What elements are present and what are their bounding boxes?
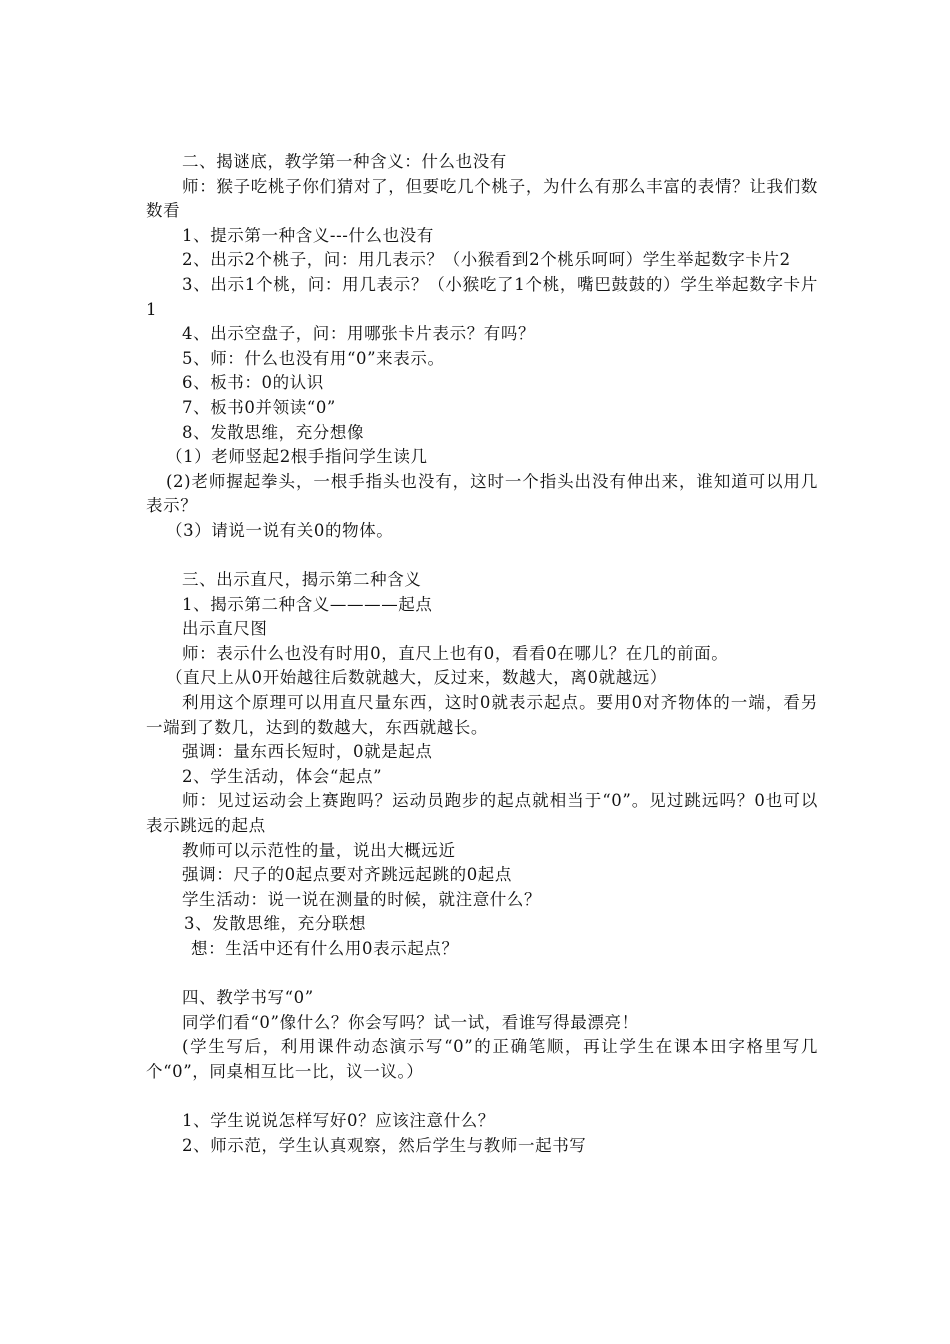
list-item: 3、出示1个桃，问：用几表示？（小猴吃了1个桃，嘴巴鼓鼓的）学生举起数字卡片1 <box>146 274 818 319</box>
paragraph: 师：猴子吃桃子你们猜对了，但要吃几个桃子，为什么有那么丰富的表情？让我们数数看 <box>146 176 818 221</box>
section-heading-4: 四、教学书写“0” <box>182 988 314 1008</box>
paragraph: 师：表示什么也没有时用0，直尺上也有0，看看0在哪儿？在几的前面。 <box>182 643 729 663</box>
paragraph: 师：见过运动会上赛跑吗？运动员跑步的起点就相当于“0”。见过跳远吗？0也可以表示跳远的起点 <box>146 791 818 836</box>
paragraph: 强调：尺子的0起点要对齐跳远起跳的0起点 <box>182 865 512 885</box>
document-body <box>146 150 818 1158</box>
paragraph: 教师可以示范性的量，说出大概远近 <box>182 840 456 860</box>
section-heading-3: 三、出示直尺，揭示第二种含义 <box>182 570 422 590</box>
list-item: 4、出示空盘子，问：用哪张卡片表示？有吗？ <box>182 324 536 344</box>
paragraph: 想：生活中还有什么用0表示起点？ <box>191 939 459 958</box>
sub-list-item: （1）老师竖起2根手指问学生读几 <box>166 447 428 467</box>
paragraph: 出示直尺图 <box>182 619 268 639</box>
paragraph: 学生活动：说一说在测量的时候，就注意什么？ <box>182 889 542 909</box>
paragraph: （直尺上从0开始越往后数就越大，反过来，数越大，离0就越远） <box>166 668 667 688</box>
paragraph: (学生写后，利用课件动态演示写“0”的正确笔顺，再让学生在课本田字格里写几个“0”，同桌相互比一比，议一议。） <box>146 1037 818 1081</box>
list-item: 8、发散思维，充分想像 <box>182 422 365 442</box>
list-item: 2、学生活动，体会“起点” <box>182 766 383 786</box>
list-item: 6、板书：0的认识 <box>182 373 324 393</box>
paragraph: 同学们看“0”像什么？你会写吗？试一试，看谁写得最漂亮！ <box>182 1012 639 1032</box>
list-item: 7、板书0并领读“0” <box>182 397 336 417</box>
paragraph: 利用这个原理可以用直尺量东西，这时0就表示起点。要用0对齐物体的一端，看另一端到了数几，达到的数越大，东西就越长。 <box>146 693 818 737</box>
list-item: 1、提示第一种含义---什么也没有 <box>182 225 434 245</box>
list-item: 2、师示范，学生认真观察，然后学生与教师一起书写 <box>182 1135 587 1155</box>
list-item: 1、学生说说怎样写好0？应该注意什么？ <box>182 1111 495 1131</box>
spacer <box>146 962 818 987</box>
list-item: 5、师：什么也没有用“0”来表示。 <box>182 348 445 368</box>
section-heading-2: 二、揭谜底，教学第一种含义：什么也没有 <box>182 152 507 171</box>
list-item: 1、揭示第二种含义————起点 <box>182 594 433 614</box>
paragraph: 强调：量东西长短时，0就是起点 <box>182 742 433 762</box>
spacer <box>146 1085 818 1110</box>
sub-list-item: (2)老师握起拳头，一根手指头也没有，这时一个指头出没有伸出来，谁知道可以用几表示？ <box>146 471 818 516</box>
list-item: 2、出示2个桃子，问：用几表示？（小猴看到2个桃乐呵呵）学生举起数字卡片2 <box>182 250 791 270</box>
spacer <box>146 544 818 569</box>
list-item: 3、发散思维，充分联想 <box>184 914 367 934</box>
sub-list-item: （3）请说一说有关0的物体。 <box>166 520 394 540</box>
